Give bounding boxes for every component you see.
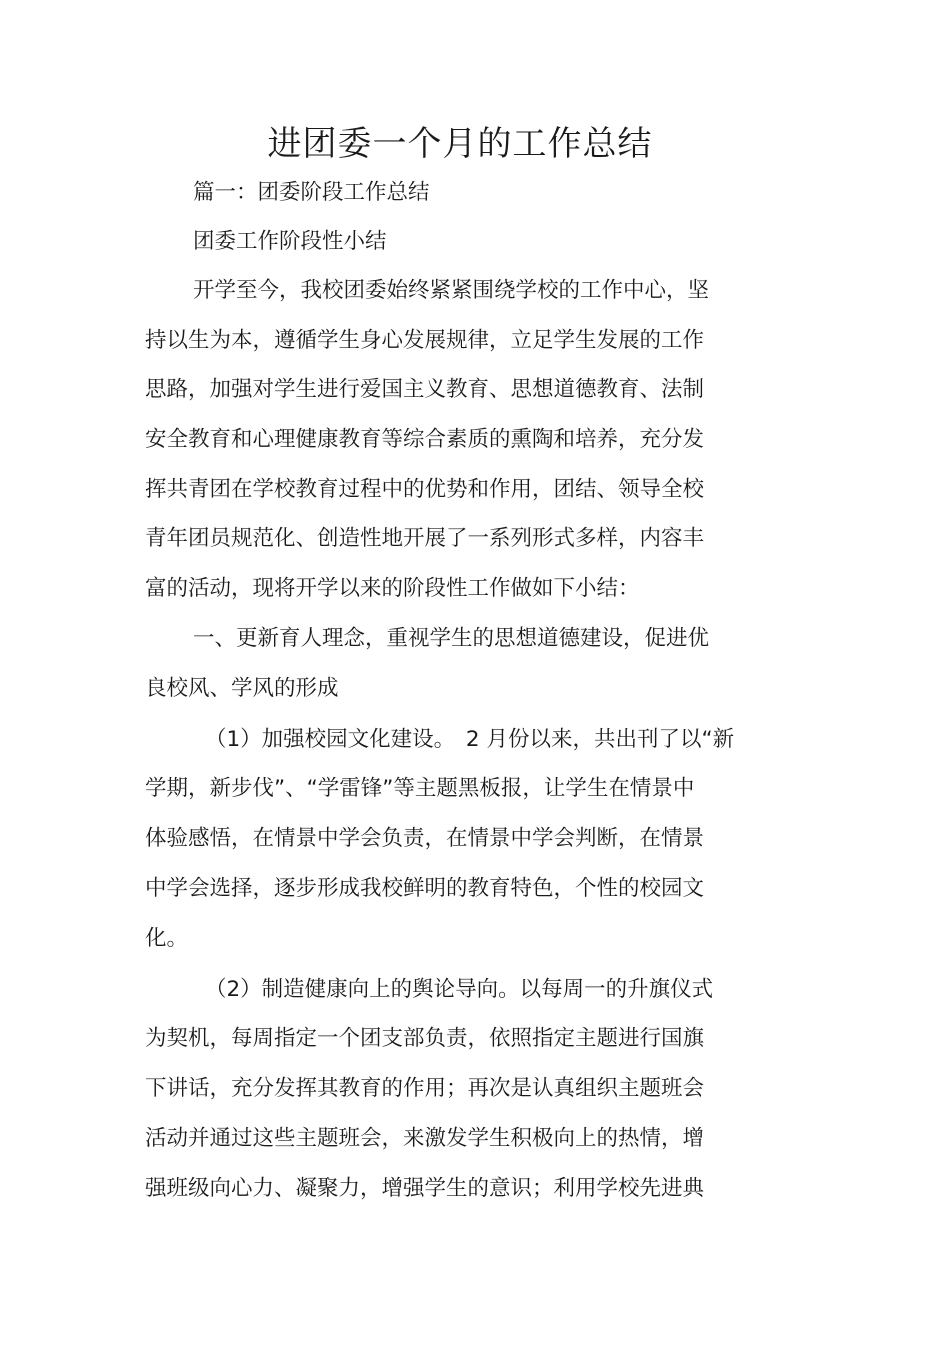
- paragraph-line: 为契机，每周指定一个团支部负责，依照指定主题进行国旗: [145, 1026, 705, 1051]
- paragraph-line: 化。: [145, 926, 189, 951]
- section-heading: 一、更新育人理念，重视学生的思想道德建设，促进优: [193, 626, 710, 651]
- paragraph-line: 挥共青团在学校教育过程中的优势和作用，团结、领导全校: [145, 477, 705, 502]
- paragraph-line: 持以生为本，遵循学生身心发展规律，立足学生发展的工作: [145, 328, 705, 353]
- paragraph-line: 下讲话，充分发挥其教育的作用；再次是认真组织主题班会: [145, 1076, 705, 1101]
- paragraph-line: 学期，新步伐”、“学雷锋”等主题黑板报，让学生在情景中: [145, 776, 695, 801]
- paragraph-line: （1）加强校园文化建设。 2 月份以来，共出刊了以“新: [205, 727, 735, 752]
- paragraph-line: 思路，加强对学生进行爱国主义教育、思想道德教育、法制: [145, 377, 705, 402]
- paragraph-line: 中学会选择，逐步形成我校鲜明的教育特色，个性的校园文: [145, 876, 705, 901]
- paragraph-line: 富的活动，现将开学以来的阶段性工作做如下小结：: [145, 576, 640, 601]
- paragraph-line: 强班级向心力、凝聚力，增强学生的意识；利用学校先进典: [145, 1176, 705, 1201]
- document-title: 进团委一个月的工作总结: [267, 124, 653, 164]
- paragraph-line: 开学至今，我校团委始终紧紧围绕学校的工作中心，坚: [193, 278, 710, 303]
- paragraph-line: 安全教育和心理健康教育等综合素质的熏陶和培养，充分发: [145, 427, 705, 452]
- paragraph-line: 体验感悟，在情景中学会负责，在情景中学会判断，在情景: [145, 826, 705, 851]
- section-heading-continued: 良校风、学风的形成: [145, 676, 339, 701]
- subheading: 团委工作阶段性小结: [193, 229, 387, 254]
- paragraph-line: 青年团员规范化、创造性地开展了一系列形式多样，内容丰: [145, 526, 705, 551]
- section-heading: 篇一：团委阶段工作总结: [193, 180, 430, 205]
- paragraph-line: （2）制造健康向上的舆论导向。以每周一的升旗仪式: [205, 977, 714, 1002]
- paragraph-line: 活动并通过这些主题班会，来激发学生积极向上的热情，增: [145, 1126, 705, 1151]
